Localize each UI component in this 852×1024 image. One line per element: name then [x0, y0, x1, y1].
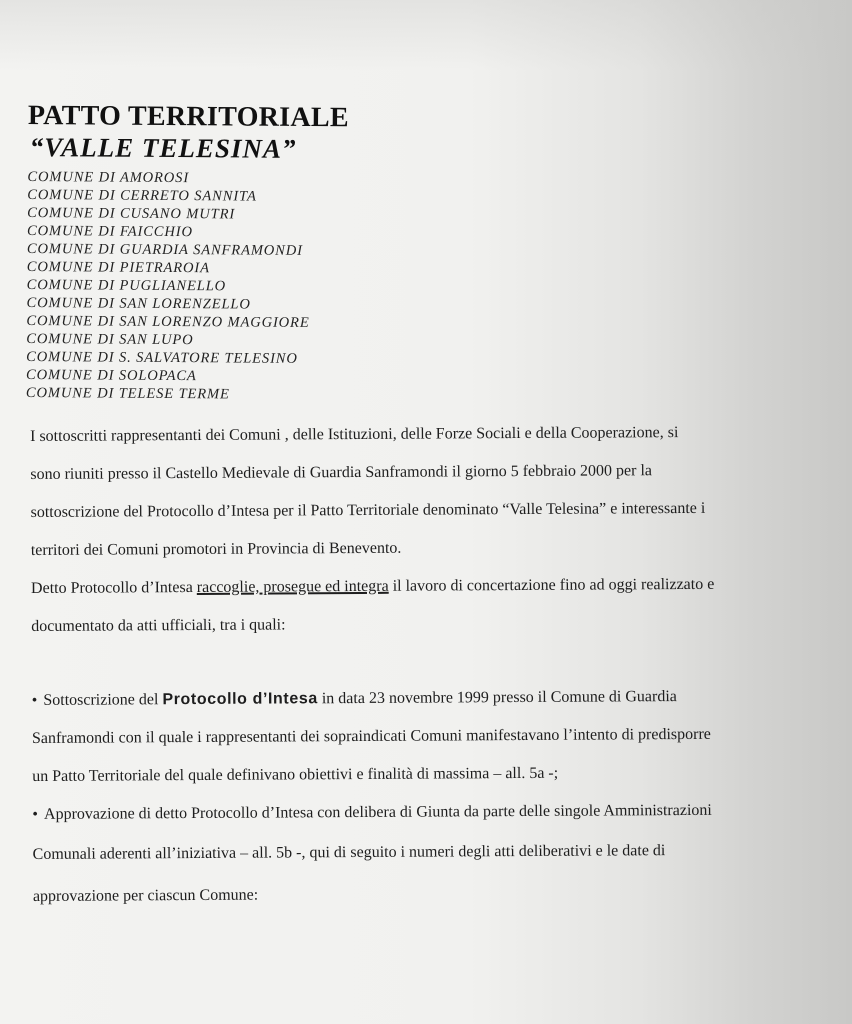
comune-item: COMUNE DI TELESE TERME [25, 384, 230, 403]
document-header [26, 100, 828, 424]
paragraph-text: Detto Protocollo d’Intesa [30, 578, 197, 597]
paragraph-line: territori dei Comuni promotori in Provincia di Benevento. [30, 539, 402, 559]
paper-shadow [0, 0, 852, 70]
bold-text: Protocollo d’Intesa [162, 690, 318, 709]
paragraph-line: Sanframondi con il quale i rappresentanti dei sopraindicati Comuni manifestavano l’intento di predisporre [31, 725, 711, 747]
paragraph-text: in data 23 novembre 1999 presso il Comune di Guardia [317, 688, 677, 708]
bullet-line [32, 802, 712, 824]
paragraph-line: I sottoscritti rappresentanti dei Comuni , delle Istituzioni, delle Forze Sociali e della Cooperazione, si [30, 424, 679, 445]
underlined-text: raccoglie, prosegue ed integra [196, 577, 389, 596]
paragraph-line: un Patto Territoriale del quale definivano obiettivi e finalità di massima – all. 5a -; [32, 764, 559, 785]
paragraph-text: Approvazione di detto Protocollo d’Intesa con delibera di Giunta da parte delle singole Amministrazioni [43, 801, 712, 823]
paragraph-line: approvazione per ciascun Comune: [32, 886, 259, 905]
paragraph-line: sono riuniti presso il Castello Medievale di Guardia Sanframondi il giorno 5 febbraio 2000 per la [30, 462, 653, 483]
paragraph-line: Comunali aderenti all’iniziativa – all. 5b -, qui di seguito i numeri degli atti deliberativi e le date di [32, 842, 666, 863]
comune-item: COMUNE DI SOLOPACA [26, 366, 197, 385]
bullet-icon: • [32, 805, 39, 823]
paragraph-line: documentato da atti ufficiali, tra i quali: [31, 616, 286, 635]
comuni-list [26, 168, 828, 408]
comune-item: COMUNE DI SAN LUPO [26, 330, 194, 349]
document-title: PATTO TERRITORIALE [27, 100, 350, 134]
paragraph-line: sottoscrizione del Protocollo d’Intesa per il Patto Territoriale denominato “Valle Telesina” e interessante i [30, 499, 706, 521]
bullet-icon: • [31, 691, 38, 709]
comune-item: COMUNE DI FAICCHIO [27, 222, 193, 241]
bullet-line [32, 688, 677, 710]
comune-item: COMUNE DI GUARDIA SANFRAMONDI [26, 240, 303, 259]
comune-item: COMUNE DI PUGLIANELLO [26, 276, 227, 295]
comune-item: COMUNE DI AMOROSI [27, 168, 190, 187]
comune-item: COMUNE DI S. SALVATORE TELESINO [26, 348, 298, 367]
comune-item: COMUNE DI PIETRAROIA [26, 258, 210, 277]
paragraph-text: il lavoro di concertazione fino ad oggi realizzato e [388, 575, 715, 595]
paragraph-line [31, 576, 714, 598]
comune-item: COMUNE DI SAN LORENZO MAGGIORE [26, 312, 310, 331]
comune-item: COMUNE DI CERRETO SANNITA [27, 186, 257, 205]
comune-item: COMUNE DI SAN LORENZELLO [26, 294, 251, 313]
document-subtitle: “VALLE TELESINA” [29, 132, 297, 164]
comune-item: COMUNE DI CUSANO MUTRI [27, 204, 236, 223]
paragraph-text: Sottoscrizione del [43, 691, 163, 709]
